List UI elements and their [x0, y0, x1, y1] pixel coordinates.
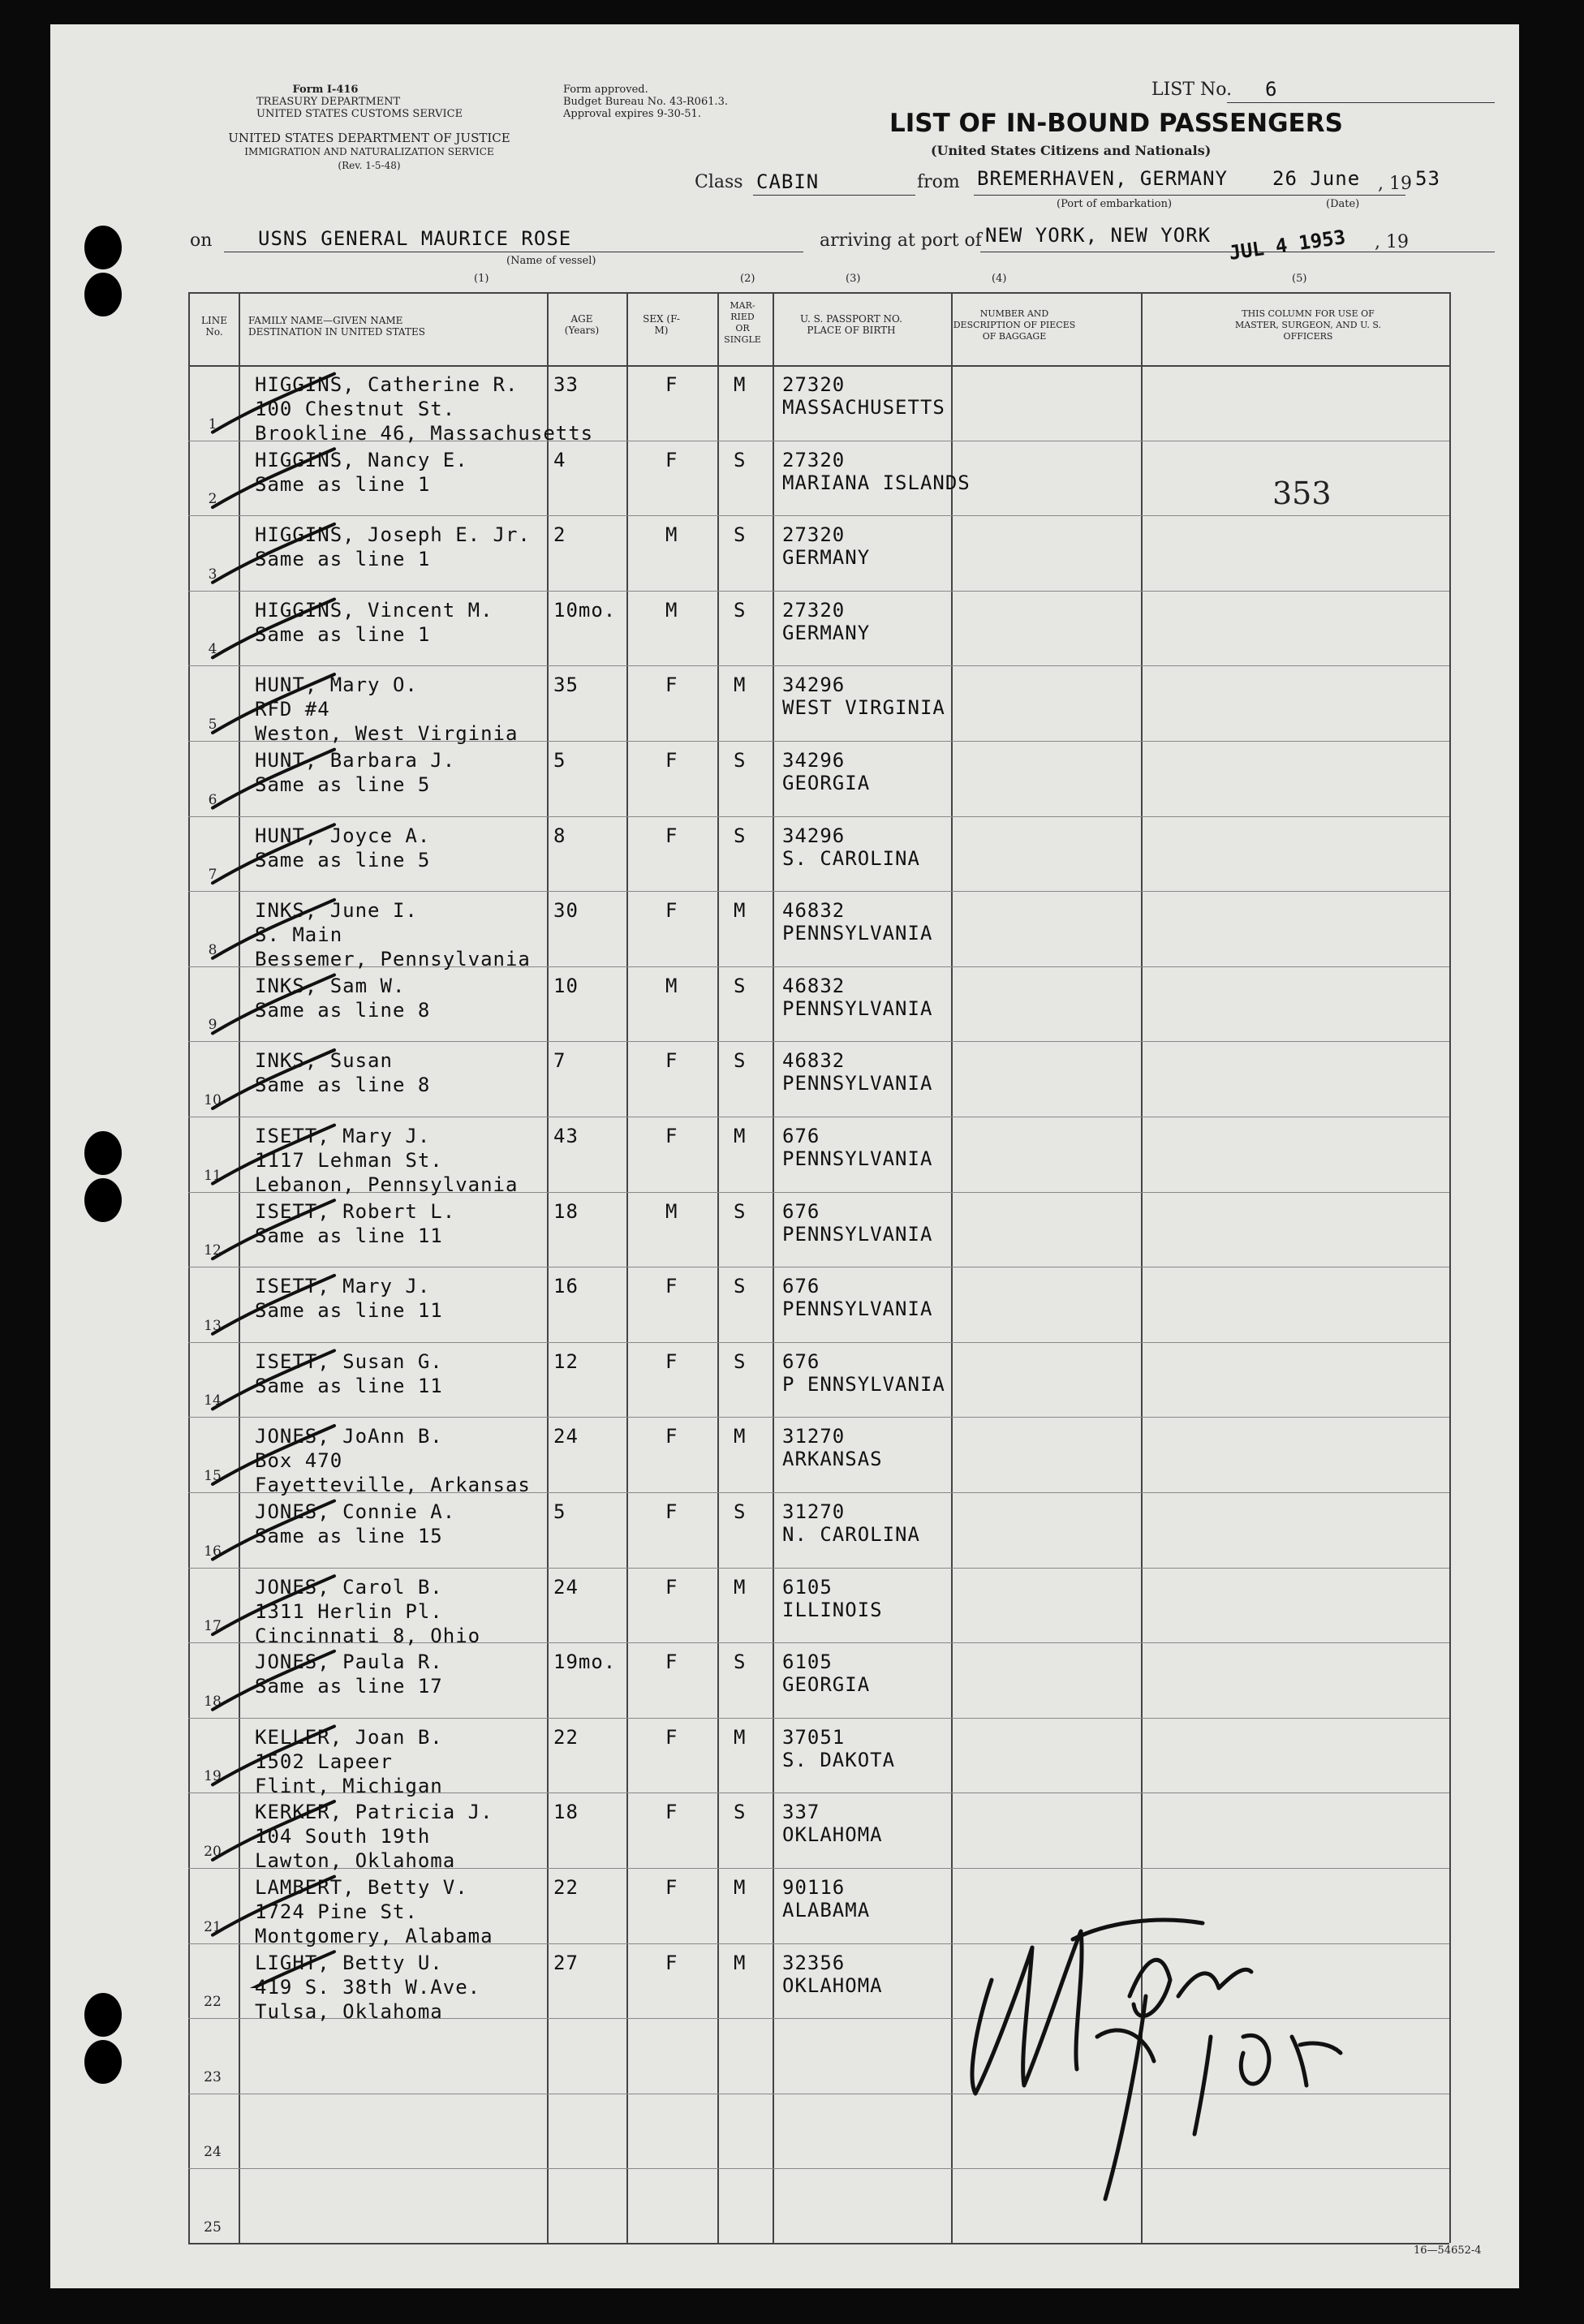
- passenger-destination: Same as line 11: [255, 1374, 443, 1397]
- date-underline: [1268, 195, 1405, 196]
- passenger-destination: Same as line 1: [255, 548, 431, 571]
- passenger-sex: M: [665, 974, 678, 997]
- passport-number: 6105: [782, 1575, 833, 1599]
- passenger-marital-status: M: [734, 899, 747, 923]
- approval-line1: Form approved.: [563, 84, 648, 96]
- passenger-destination: Same as line 5: [255, 773, 431, 796]
- passenger-sex: F: [665, 448, 678, 471]
- passport-number: 46832: [782, 899, 846, 923]
- passenger-sex: M: [665, 1199, 678, 1223]
- punch-hole: [84, 1131, 122, 1175]
- justice-dept: UNITED STATES DEPARTMENT OF JUSTICE: [228, 131, 510, 145]
- check-mark: [213, 1276, 334, 1334]
- passenger-marital-status: M: [734, 1951, 747, 1974]
- place-of-birth: OKLAHOMA: [782, 1823, 883, 1847]
- passenger-destination: Same as line 8: [255, 1074, 431, 1097]
- passport-number: 46832: [782, 1049, 846, 1073]
- passenger-name: HIGGINS, Nancy E.: [255, 448, 468, 471]
- passenger-sex: M: [665, 523, 678, 547]
- passenger-name: HIGGINS, Vincent M.: [255, 598, 493, 622]
- passenger-sex: F: [665, 1349, 678, 1373]
- date-caption: (Date): [1326, 198, 1360, 210]
- passenger-name: HUNT, Mary O.: [255, 674, 418, 697]
- table-column-rule: [626, 292, 628, 2243]
- place-of-birth: PENNSYLVANIA: [782, 1222, 933, 1246]
- line-number: 21: [204, 1919, 222, 1935]
- place-of-birth: PENNSYLVANIA: [782, 996, 933, 1020]
- line-number: 24: [204, 2144, 222, 2160]
- passenger-destination: S. Main: [255, 923, 343, 947]
- passenger-marital-status: S: [734, 974, 747, 997]
- passenger-marital-status: S: [734, 1275, 747, 1298]
- footer-code: 16—54652-4: [1414, 2244, 1482, 2257]
- list-no-underline: [1227, 102, 1495, 103]
- passenger-name: JONES, Carol B.: [255, 1575, 443, 1599]
- punch-hole: [84, 1178, 122, 1222]
- check-mark: [213, 674, 334, 733]
- line-number: 11: [204, 1168, 222, 1184]
- passenger-sex: F: [665, 1500, 678, 1523]
- passenger-sex: F: [665, 1125, 678, 1147]
- passenger-marital-status: S: [734, 1349, 747, 1373]
- check-mark: [213, 1426, 334, 1484]
- passenger-marital-status: S: [734, 749, 747, 772]
- check-mark: [213, 900, 334, 958]
- line-number: 17: [204, 1618, 222, 1634]
- table-column-rule: [547, 292, 549, 2243]
- passenger-age: 27: [553, 1951, 579, 1974]
- hdr-officers: THIS COLUMN FOR USE OF MASTER, SURGEON, AND U. S. OFFICERS: [1234, 308, 1381, 342]
- place-of-birth: S. DAKOTA: [782, 1748, 896, 1771]
- passenger-destination: Lawton, Oklahoma: [255, 1849, 456, 1873]
- port-caption: (Port of embarkation): [1057, 198, 1173, 210]
- passenger-sex: F: [665, 1876, 678, 1899]
- passenger-destination: Cincinnati 8, Ohio: [255, 1624, 481, 1647]
- passenger-sex: F: [665, 373, 678, 396]
- passenger-age: 2: [553, 523, 566, 547]
- passenger-age: 24: [553, 1575, 579, 1599]
- passenger-marital-status: S: [734, 824, 747, 847]
- place-of-birth: PENNSYLVANIA: [782, 922, 933, 945]
- check-mark: [213, 1877, 334, 1935]
- check-mark: [213, 750, 334, 808]
- manifest-title: LIST OF IN-BOUND PASSENGERS: [889, 109, 1343, 138]
- place-of-birth: P ENNSYLVANIA: [782, 1372, 945, 1396]
- passenger-name: KERKER, Patricia J.: [255, 1801, 493, 1824]
- class-underline: [753, 195, 915, 196]
- passport-number: 676: [782, 1349, 820, 1373]
- passenger-marital-status: S: [734, 1500, 747, 1523]
- check-mark: [213, 449, 334, 507]
- passenger-age: 22: [553, 1725, 579, 1749]
- passenger-destination: Same as line 8: [255, 998, 431, 1022]
- passenger-sex: M: [665, 598, 678, 622]
- passport-number: 34296: [782, 749, 846, 772]
- passport-number: 6105: [782, 1650, 833, 1674]
- passenger-destination: Montgomery, Alabama: [255, 1925, 493, 1947]
- vessel-caption: (Name of vessel): [506, 255, 596, 267]
- passenger-name: ISETT, Mary J.: [255, 1275, 431, 1298]
- passenger-age: 4: [553, 448, 566, 471]
- place-of-birth: PENNSYLVANIA: [782, 1298, 933, 1321]
- passport-number: 27320: [782, 373, 846, 396]
- passenger-marital-status: S: [734, 1801, 747, 1824]
- passenger-destination: Same as line 15: [255, 1525, 443, 1547]
- passenger-destination: Same as line 17: [255, 1675, 443, 1698]
- on-label: on: [190, 230, 213, 251]
- place-of-birth: N. CAROLINA: [782, 1523, 920, 1546]
- hdr-baggage: NUMBER AND DESCRIPTION OF PIECES OF BAGGAGE: [953, 308, 1076, 342]
- passenger-age: 35: [553, 674, 579, 697]
- passenger-marital-status: S: [734, 523, 747, 547]
- line-number: 23: [204, 2069, 222, 2085]
- passenger-marital-status: M: [734, 1725, 747, 1749]
- arrival-date-stamp: JUL 4 1953: [1227, 226, 1347, 265]
- place-of-birth: PENNSYLVANIA: [782, 1072, 933, 1095]
- from-label: from: [917, 172, 960, 192]
- passenger-name: LAMBERT, Betty V.: [255, 1876, 468, 1899]
- passenger-name: ISETT, Mary J.: [255, 1125, 431, 1147]
- passenger-marital-status: M: [734, 1125, 747, 1147]
- place-of-birth: OKLAHOMA: [782, 1973, 883, 1997]
- line-number: 5: [208, 717, 217, 733]
- passenger-sex: F: [665, 1275, 678, 1298]
- passenger-age: 8: [553, 824, 566, 847]
- form-revision: (Rev. 1-5-48): [338, 160, 401, 171]
- line-number: 13: [204, 1318, 222, 1334]
- arrival-port: NEW YORK, NEW YORK: [985, 224, 1212, 247]
- table-column-rule: [773, 292, 774, 2243]
- col-num-2: (2): [740, 273, 755, 285]
- line-number: 9: [208, 1017, 217, 1033]
- passenger-destination: Bessemer, Pennsylvania: [255, 948, 531, 971]
- hdr-age: AGE (Years): [564, 313, 600, 336]
- passenger-marital-status: S: [734, 1650, 747, 1674]
- passenger-destination: Same as line 1: [255, 472, 431, 496]
- line-number: 4: [208, 641, 217, 657]
- passenger-destination: 1502 Lapeer: [255, 1749, 393, 1773]
- place-of-birth: S. CAROLINA: [782, 846, 920, 870]
- treasury-dept: TREASURY DEPARTMENT: [256, 96, 401, 108]
- passenger-age: 5: [553, 749, 566, 772]
- place-of-birth: ALABAMA: [782, 1899, 871, 1922]
- manifest-sheet: [50, 24, 1519, 2288]
- place-of-birth: ILLINOIS: [782, 1598, 883, 1621]
- line-number: 16: [204, 1543, 222, 1560]
- line-number: 25: [204, 2219, 222, 2236]
- table-bottom-border: [188, 2243, 1449, 2244]
- passenger-destination: Lebanon, Pennsylvania: [255, 1173, 519, 1196]
- line-number: 18: [204, 1694, 222, 1710]
- table-top-border: [188, 292, 1449, 294]
- passenger-name: HUNT, Joyce A.: [255, 824, 431, 847]
- check-mark: [213, 1726, 334, 1784]
- passenger-age: 16: [553, 1275, 579, 1298]
- table-column-rule: [188, 292, 190, 2243]
- line-number: 2: [208, 491, 217, 507]
- departure-date: 26 June: [1272, 167, 1361, 190]
- place-of-birth: GERMANY: [782, 546, 871, 570]
- punch-hole: [84, 1993, 122, 2037]
- passenger-age: 10: [553, 974, 579, 997]
- passenger-name: INKS, Susan: [255, 1049, 393, 1073]
- passenger-destination: 1311 Herlin Pl.: [255, 1599, 443, 1623]
- passenger-destination: Fayetteville, Arkansas: [255, 1474, 531, 1497]
- passenger-destination: Tulsa, Oklahoma: [255, 1999, 443, 2023]
- list-no-value: 6: [1265, 78, 1278, 101]
- passenger-destination: Weston, West Virginia: [255, 722, 519, 746]
- passenger-age: 18: [553, 1199, 579, 1223]
- passenger-marital-status: M: [734, 1575, 747, 1599]
- approval-line2: Budget Bureau No. 43-R061.3.: [563, 96, 729, 108]
- place-of-birth: PENNSYLVANIA: [782, 1147, 933, 1170]
- passport-number: 676: [782, 1275, 820, 1298]
- passenger-destination: Same as line 5: [255, 848, 431, 872]
- place-of-birth: GEORGIA: [782, 1673, 871, 1697]
- passenger-name: JONES, Connie A.: [255, 1500, 456, 1523]
- check-mark: [213, 1952, 334, 1988]
- check-mark: [213, 1576, 334, 1634]
- line-number: 12: [204, 1242, 222, 1259]
- passenger-destination: Box 470: [255, 1449, 343, 1473]
- passenger-sex: F: [665, 1650, 678, 1674]
- check-mark: [213, 824, 334, 883]
- table-column-rule: [1449, 292, 1451, 2243]
- line-number: 22: [204, 1994, 222, 2010]
- hdr-name: FAMILY NAME—GIVEN NAME DESTINATION IN UNITED STATES: [248, 315, 425, 338]
- passenger-sex: F: [665, 1049, 678, 1073]
- passenger-marital-status: S: [734, 1199, 747, 1223]
- passenger-name: HIGGINS, Catherine R.: [255, 373, 519, 396]
- passenger-marital-status: M: [734, 1876, 747, 1899]
- class-value: CABIN: [756, 170, 820, 193]
- check-mark: [213, 1050, 334, 1108]
- passenger-marital-status: M: [734, 1425, 747, 1448]
- check-mark: [213, 1125, 334, 1184]
- passenger-name: ISETT, Susan G.: [255, 1349, 443, 1373]
- line-number: 15: [204, 1468, 222, 1484]
- passenger-age: 10mo.: [553, 598, 617, 622]
- passenger-marital-status: M: [734, 373, 747, 396]
- passport-number: 676: [782, 1199, 820, 1223]
- passenger-sex: F: [665, 749, 678, 772]
- passenger-age: 12: [553, 1349, 579, 1373]
- passenger-age: 5: [553, 1500, 566, 1523]
- check-mark: [213, 975, 334, 1033]
- passenger-marital-status: S: [734, 448, 747, 471]
- passenger-destination: RFD #4: [255, 698, 330, 721]
- passenger-name: HUNT, Barbara J.: [255, 749, 456, 772]
- passport-number: 27320: [782, 448, 846, 471]
- passenger-name: INKS, June I.: [255, 899, 418, 923]
- passenger-name: HIGGINS, Joseph E. Jr.: [255, 523, 531, 547]
- form-number: Form I-416: [292, 84, 359, 96]
- passenger-name: JONES, JoAnn B.: [255, 1425, 443, 1448]
- passenger-age: 19mo.: [553, 1650, 617, 1674]
- passport-number: 32356: [782, 1951, 846, 1974]
- passenger-name: INKS, Sam W.: [255, 974, 406, 997]
- passport-number: 34296: [782, 824, 846, 847]
- form-number-block: [256, 84, 463, 120]
- punch-hole: [84, 226, 122, 269]
- port-underline: [974, 195, 1295, 196]
- passport-number: 337: [782, 1801, 820, 1824]
- passenger-sex: F: [665, 824, 678, 847]
- line-number: 19: [204, 1768, 222, 1784]
- passenger-destination: 1724 Pine St.: [255, 1900, 418, 1923]
- check-mark: [213, 1651, 334, 1710]
- check-marks: [204, 365, 545, 1988]
- approval-block: [563, 84, 728, 120]
- vessel-name: USNS GENERAL MAURICE ROSE: [258, 227, 572, 250]
- passenger-sex: F: [665, 1425, 678, 1448]
- class-label: Class: [695, 172, 743, 192]
- passenger-sex: F: [665, 1951, 678, 1974]
- passenger-destination: 104 South 19th: [255, 1825, 431, 1848]
- place-of-birth: GEORGIA: [782, 772, 871, 794]
- passenger-destination: Same as line 1: [255, 622, 431, 646]
- ins-service: IMMIGRATION AND NATURALIZATION SERVICE: [244, 146, 494, 157]
- passport-number: 676: [782, 1125, 820, 1147]
- passenger-sex: F: [665, 1801, 678, 1824]
- hdr-line-no: LINE No.: [201, 315, 227, 338]
- passport-number: 31270: [782, 1425, 846, 1448]
- passport-number: 31270: [782, 1500, 846, 1523]
- passenger-sex: F: [665, 1575, 678, 1599]
- hdr-married: MAR- RIED OR SINGLE: [724, 300, 761, 345]
- year-value: 53: [1415, 167, 1440, 190]
- punch-hole: [84, 273, 122, 316]
- passenger-age: 24: [553, 1425, 579, 1448]
- justice-block: [187, 131, 552, 173]
- table-column-rule: [717, 292, 719, 2243]
- line-number: 1: [208, 416, 217, 433]
- line-number: 10: [204, 1092, 222, 1108]
- check-mark: [213, 1501, 334, 1560]
- check-mark: [213, 1200, 334, 1259]
- passenger-sex: F: [665, 674, 678, 697]
- passenger-age: 22: [553, 1876, 579, 1899]
- hdr-passport: U. S. PASSPORT NO. PLACE OF BIRTH: [800, 313, 902, 336]
- passenger-age: 18: [553, 1801, 579, 1824]
- passenger-sex: F: [665, 899, 678, 923]
- punch-hole: [84, 2040, 122, 2084]
- arriving-label: arriving at port of: [820, 230, 982, 251]
- passenger-name: KELLER, Joan B.: [255, 1725, 443, 1749]
- officer-signature: [943, 1874, 1397, 2215]
- passenger-destination: 419 S. 38th W.Ave.: [255, 1975, 481, 1999]
- passport-number: 90116: [782, 1876, 846, 1899]
- passenger-age: 43: [553, 1125, 579, 1147]
- hdr-sex: SEX (F-M): [643, 313, 680, 336]
- passport-number: 46832: [782, 974, 846, 997]
- place-of-birth: ARKANSAS: [782, 1448, 883, 1471]
- passenger-marital-status: S: [734, 1049, 747, 1073]
- passenger-marital-status: S: [734, 598, 747, 622]
- year-prefix: , 19: [1378, 174, 1412, 194]
- port-of-embarkation: BREMERHAVEN, GERMANY: [977, 167, 1228, 190]
- passenger-age: 7: [553, 1049, 566, 1073]
- customs-service: UNITED STATES CUSTOMS SERVICE: [256, 108, 463, 120]
- passenger-name: ISETT, Robert L.: [255, 1199, 456, 1223]
- passenger-destination: 1117 Lehman St.: [255, 1149, 443, 1172]
- line-number: 14: [204, 1392, 222, 1409]
- manifest-subtitle: (United States Citizens and Nationals): [931, 143, 1212, 158]
- passenger-destination: 100 Chestnut St.: [255, 398, 456, 420]
- passenger-name: JONES, Paula R.: [255, 1650, 443, 1674]
- passport-number: 34296: [782, 674, 846, 697]
- passport-number: 27320: [782, 598, 846, 622]
- approval-line3: Approval expires 9-30-51.: [563, 108, 701, 120]
- check-mark: [213, 374, 334, 433]
- col-num-1: (1): [474, 273, 489, 285]
- passport-number: 27320: [782, 523, 846, 547]
- col-num-5: (5): [1292, 273, 1307, 285]
- passenger-marital-status: M: [734, 674, 747, 697]
- place-of-birth: MASSACHUSETTS: [782, 396, 945, 419]
- col-num-4: (4): [992, 273, 1007, 285]
- list-no-label: LIST No.: [1151, 80, 1233, 100]
- passenger-destination: Flint, Michigan: [255, 1774, 443, 1797]
- check-mark: [213, 524, 334, 583]
- passenger-age: 30: [553, 899, 579, 923]
- passenger-sex: F: [665, 1725, 678, 1749]
- line-number: 7: [208, 867, 217, 883]
- place-of-birth: WEST VIRGINIA: [782, 696, 945, 720]
- passenger-destination: Brookline 46, Massachusetts: [255, 422, 594, 445]
- check-mark: [213, 1801, 334, 1860]
- passenger-destination: Same as line 11: [255, 1299, 443, 1323]
- officer-annotation: 353: [1272, 476, 1332, 511]
- place-of-birth: MARIANA ISLANDS: [782, 471, 971, 494]
- line-number: 3: [208, 566, 217, 583]
- passenger-name: LIGHT, Betty U.: [255, 1951, 443, 1974]
- passport-number: 37051: [782, 1725, 846, 1749]
- line-number: 20: [204, 1844, 222, 1860]
- arrival-year-label: , 19: [1375, 232, 1409, 252]
- check-mark: [213, 599, 334, 657]
- line-number: 6: [208, 792, 217, 808]
- check-mark: [213, 1350, 334, 1409]
- passenger-age: 33: [553, 373, 579, 396]
- place-of-birth: GERMANY: [782, 621, 871, 644]
- col-num-3: (3): [846, 273, 861, 285]
- passenger-destination: Same as line 11: [255, 1224, 443, 1247]
- line-number: 8: [208, 942, 217, 958]
